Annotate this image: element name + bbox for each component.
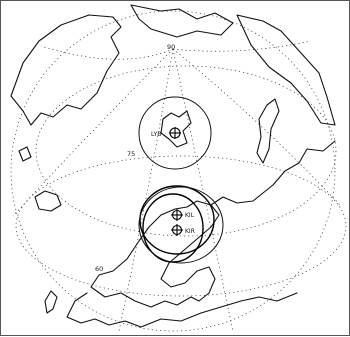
coast-greenland xyxy=(11,15,121,125)
station-kil xyxy=(171,209,195,221)
latitude-label-75: 75 xyxy=(127,150,136,158)
station-kir xyxy=(171,224,195,236)
coast-svalbard xyxy=(161,111,191,147)
meridian-line xyxy=(173,49,233,331)
coast-siberia xyxy=(211,141,335,205)
latitude-circle-60 xyxy=(16,156,346,296)
meridian-line xyxy=(13,49,173,216)
coast-europe xyxy=(67,293,297,327)
coast-island xyxy=(257,99,279,163)
coast-iceland xyxy=(35,191,61,211)
station-label-kil: KIL xyxy=(185,212,195,219)
map-canvas xyxy=(1,1,350,337)
latitude-circle-75 xyxy=(36,66,336,236)
station-fields-of-view xyxy=(139,97,223,263)
coastlines xyxy=(11,5,335,327)
outer-latitude-circle xyxy=(11,11,335,331)
coast-scandinavia xyxy=(91,201,219,307)
latitude-label-90: 90 xyxy=(167,43,176,51)
coast-arctic-islands xyxy=(131,5,233,37)
station-label-kir: KIR xyxy=(185,228,195,235)
coast-arctic-islands xyxy=(19,147,31,161)
meridian-line xyxy=(41,46,173,59)
graticule xyxy=(11,11,346,331)
coast-british-isles xyxy=(45,291,57,313)
station-label-lyb: LYB xyxy=(151,131,162,138)
meridian-line xyxy=(173,41,311,51)
meridian-line xyxy=(173,49,341,206)
latitude-label-60: 60 xyxy=(95,265,104,273)
